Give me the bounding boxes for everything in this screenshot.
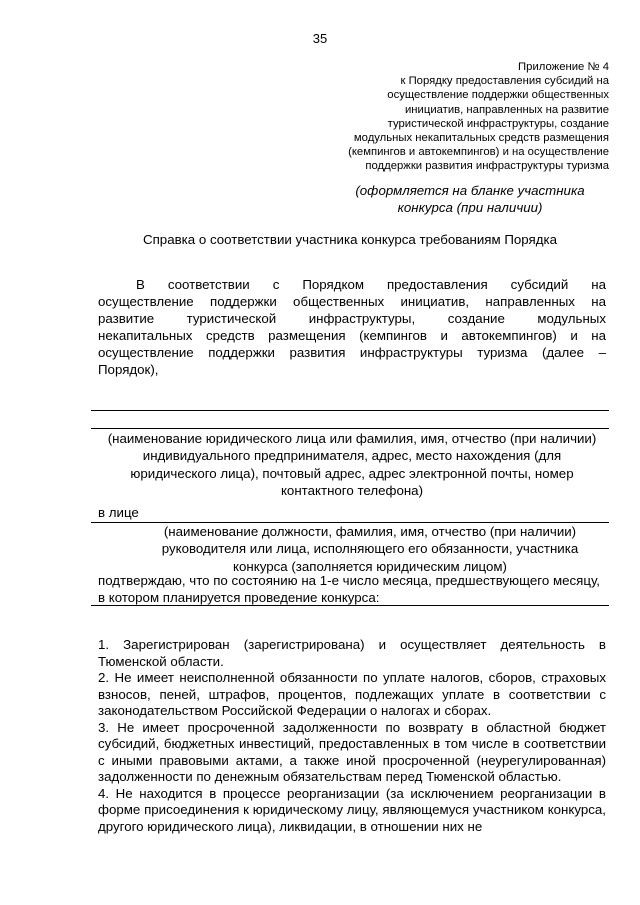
intro-line: некапитальных средств размещения (кемпингов и автокемпингов) и на bbox=[98, 328, 606, 343]
annex-line: к Порядку предоставления субсидий на bbox=[400, 75, 609, 88]
intro-line: В соответствии с Порядком предоставления субсидий на bbox=[136, 277, 606, 292]
list-item: 2. Не имеет неисполненной обязанности по уплате налогов, сборов, страховых взносов, пеней, штрафов, процентов, подлежащих уплате в соответствии с законодательством Российской Федерации о налогах и сборах. bbox=[98, 670, 606, 718]
org-name-hint: (наименование юридического лица или фамилия, имя, отчество (при наличии) индивидуального предпринимателя, адрес, место нахождения (для юридического лица), почтовый адрес, адрес электронной почты, номер контактного телефона) bbox=[107, 431, 597, 498]
list-item: 1. Зарегистрирован (зарегистрирована) и осуществляет деятельность в Тюменской области. bbox=[98, 637, 606, 669]
annex-header bbox=[309, 60, 609, 174]
annex-line: осуществление поддержки общественных bbox=[387, 89, 609, 102]
requirements-list bbox=[98, 637, 606, 835]
in-person-label: в лице bbox=[98, 505, 139, 520]
list-item: 4. Не находится в процессе реорганизации (за исключением реорганизации в форме присоединения к юридическому лицу, являющемуся участником конкурса, другого юридического лица), ликвидации, в отношении них не bbox=[98, 785, 606, 834]
document-title: Справка о соответствии участника конкурса требованиям Порядка bbox=[143, 232, 557, 247]
list-item: 3. Не имеет просроченной задолженности по возврату в областной бюджет субсидий, бюджетных инвестиций, предоставленных в том числе в соответствии с иными правовыми актами, а также иной просроченной (неурегулированная) задолженности по денежным обязательствам перед Тюменской областью. bbox=[98, 719, 606, 784]
fill-line bbox=[91, 605, 609, 606]
letterhead-note bbox=[340, 183, 600, 216]
annex-line: (кемпингов и автокемпингов) и на осуществление bbox=[348, 146, 609, 159]
fill-line bbox=[91, 410, 609, 411]
page-number: 35 bbox=[312, 31, 328, 46]
intro-line: осуществление поддержки развития инфраструктуры туризма (далее – bbox=[98, 345, 606, 360]
intro-paragraph bbox=[98, 276, 606, 378]
intro-line: осуществление поддержки общественных инициатив, направленных на bbox=[98, 294, 606, 309]
letterhead-note-line: (оформляется на бланке участника bbox=[355, 183, 585, 198]
annex-line: туристической инфраструктуры, создание bbox=[387, 117, 609, 130]
annex-line: Приложение № 4 bbox=[518, 61, 609, 73]
intro-line: развитие туристической инфраструктуры, создание модульных bbox=[98, 311, 606, 326]
intro-line: Порядок), bbox=[98, 362, 159, 377]
annex-line: модульных некапитальных средств размещения bbox=[353, 132, 609, 145]
fill-line bbox=[91, 428, 609, 429]
position-hint: (наименование должности, фамилия, имя, отчество (при наличии) руководителя или лица, исполняющего его обязанности, участника конкурса (заполняется юридическим лицом) bbox=[161, 524, 579, 574]
annex-line: поддержки развития инфраструктуры туризма bbox=[365, 160, 609, 173]
annex-line: инициатив, направленных на развитие bbox=[404, 103, 609, 116]
confirmation-text: подтверждаю, что по состоянию на 1-е число месяца, предшествующего месяцу, в котором планируется проведение конкурса: bbox=[98, 573, 600, 605]
letterhead-note-line: конкурса (при наличии) bbox=[397, 199, 543, 215]
